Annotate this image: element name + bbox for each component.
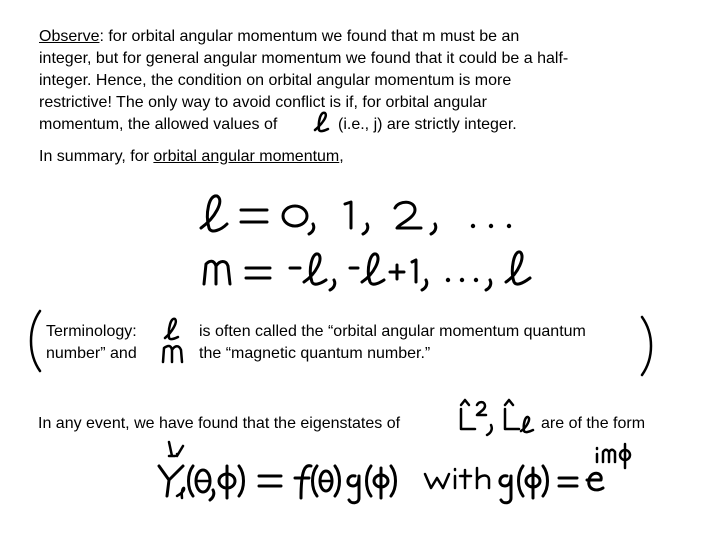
right-paren — [638, 314, 658, 378]
summary-prefix: In summary, for — [39, 148, 154, 165]
observe-line-5b: (i.e., j) are strictly integer. — [338, 116, 517, 133]
eigenstate-formula — [155, 440, 640, 505]
observe-line-3: integer. Hence, the condition on orbital angular momentum is more — [39, 72, 512, 89]
handwritten-l-symbol-2 — [162, 316, 184, 342]
summary-suffix: , — [339, 148, 344, 165]
equation-m-values — [200, 244, 535, 292]
eigen-text-b: are of the form — [541, 415, 646, 432]
observe-line-1 — [39, 26, 519, 49]
summary-line — [39, 146, 344, 169]
terminology-label: Terminology: — [46, 323, 137, 340]
terminology-label-2: number” and — [46, 345, 137, 362]
observe-line-5a: momentum, the allowed values of — [39, 116, 278, 133]
left-paren — [24, 308, 44, 374]
observe-lead: Observe — [39, 28, 100, 45]
observe-line-1-rest: : for orbital angular momentum we found that m must be an — [99, 28, 520, 45]
summary-link: orbital angular momentum — [153, 148, 340, 165]
observe-line-2: integer, but for general angular momentum we found that it could be a half- — [39, 50, 569, 67]
eigen-text-a: In any event, we have found that the eigenstates of — [38, 415, 401, 432]
terminology-def-2: the “magnetic quantum number.” — [199, 345, 431, 362]
terminology-def-1: is often called the “orbital angular momentum quantum — [199, 323, 586, 340]
handwritten-m-symbol — [160, 342, 186, 366]
observe-line-4: restrictive! The only way to avoid conflict is if, for orbital angular — [39, 94, 487, 111]
operators-l2-lz — [455, 397, 541, 437]
equation-l-values — [195, 190, 525, 240]
handwritten-l-symbol — [312, 110, 334, 134]
